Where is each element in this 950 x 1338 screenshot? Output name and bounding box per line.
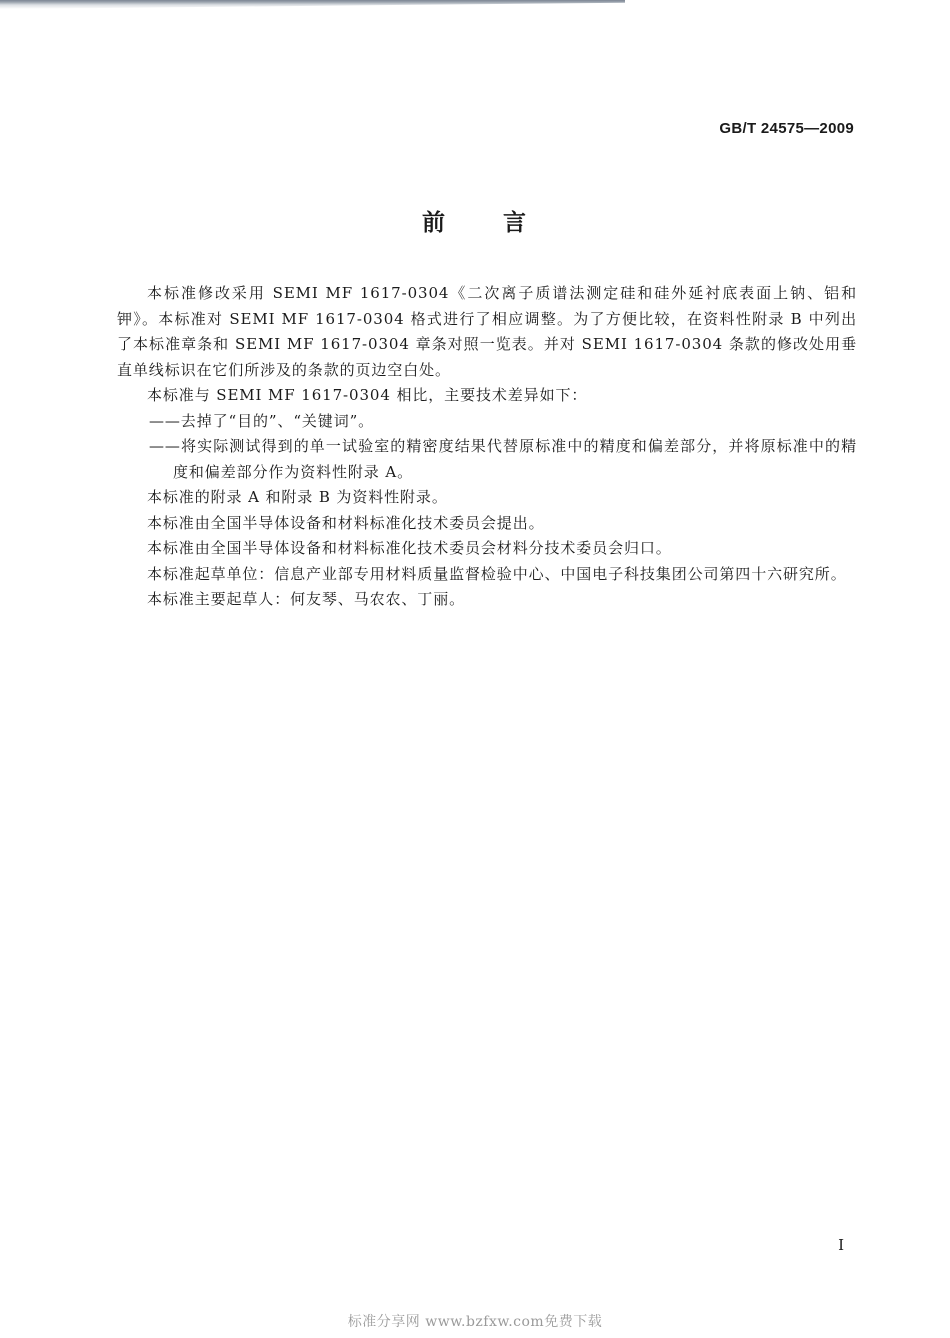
page-number: I [838,1236,844,1254]
page-title [0,204,950,237]
standard-code: GB/T 24575—2009 [719,120,854,137]
paragraph-proposer: 本标准由全国半导体设备和材料标准化技术委员会提出。 [147,513,545,532]
difference-item: ——将实际测试得到的单一试验室的精密度结果代替原标准中的精度和偏差部分，并将原标准中的精度和偏差部分作为资料性附录 A。 [149,437,857,481]
watermark-text: 标准分享网 www.bzfxw.com免费下载 [347,1314,603,1330]
foreword-body [117,281,857,613]
paragraph-drafting-units: 本标准起草单位：信息产业部专用材料质量监督检验中心、中国电子科技集团公司第四十六研究所。 [147,564,847,583]
paragraph-differences-intro: 本标准与 SEMI MF 1617-0304 相比，主要技术差异如下： [147,386,588,404]
paragraph-adoption: 本标准修改采用 SEMI MF 1617-0304《二次离子质谱法测定硅和硅外延衬底表面上钠、铝和钾》。本标准对 SEMI MF 1617-0304 格式进行了相应调整。为了方便比较，在资料性附录 B 中列出了本标准章条和 SEMI MF 1617-0304 章条对照一览表。并对 SEMI 1617-0304 条款的修改处用垂直单线标识在它们所涉及的条款的页边空白处。 [117,284,857,379]
scan-edge-shadow [0,0,625,9]
paragraph-committee: 本标准由全国半导体设备和材料标准化技术委员会材料分技术委员会归口。 [147,539,672,557]
paragraph-drafters: 本标准主要起草人：何友琴、马农农、丁丽。 [147,590,466,608]
difference-item: ——去掉了“目的”、“关键词”。 [149,411,375,430]
paragraph-annex: 本标准的附录 A 和附录 B 为资料性附录。 [147,488,448,506]
title-char-2: 言 [503,209,528,236]
title-char-1: 前 [422,209,447,236]
